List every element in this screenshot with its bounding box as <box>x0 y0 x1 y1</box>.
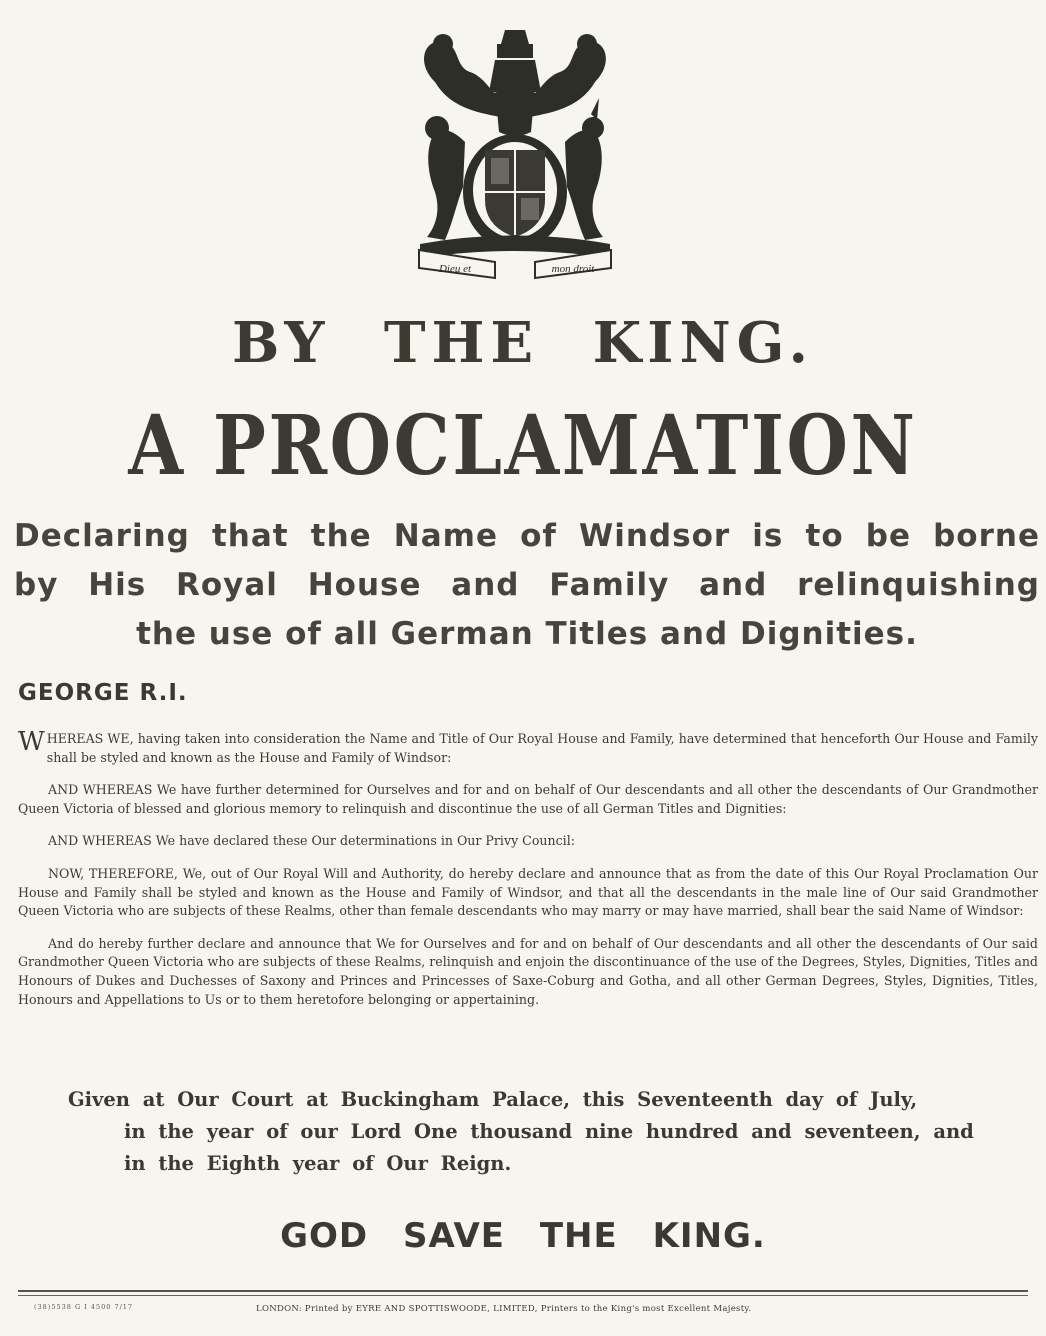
subtitle-line: the use of all German Titles and Dignities. <box>136 616 918 652</box>
body-paragraph: AND WHEREAS We have declared these Our determinations in Our Privy Council: <box>48 833 575 849</box>
drop-cap: W <box>18 727 45 757</box>
motto-left: Dieu et <box>438 263 472 275</box>
god-save-the-king: GOD SAVE THE KING. <box>280 1216 766 1256</box>
royal-coat-of-arms <box>405 22 625 280</box>
body-paragraph <box>18 727 1038 767</box>
subtitle-line: Declaring that the Name of Windsor is to be borne <box>14 518 1040 554</box>
given-line: Given at Our Court at Buckingham Palace, this Seventeenth day of July, <box>68 1088 918 1111</box>
subtitle-line: by His Royal House and Family and relinquishing <box>14 567 1040 603</box>
heading-by-the-king: BY THE KING. <box>232 310 814 376</box>
given-line: in the Eighth year of Our Reign. <box>124 1152 512 1175</box>
footer-rule <box>18 1295 1028 1296</box>
print-code: (38)5538 G I 4500 7/17 <box>34 1303 134 1311</box>
body-paragraph: NOW, THEREFORE, We, out of Our Royal Will and Authority, do hereby declare and announce that as from the date of this Our Royal Proclamation Our House and Family shall be styled and known as the House and Family of Windsor, and that all the descendants in the male line of Our said Grandmother Queen Victoria who are subjects of these Realms, other than female descendants who may marry or may have married, shall bear the said Name of Windsor: <box>18 865 1038 919</box>
given-at-court <box>68 1084 1038 1180</box>
given-line: in the year of our Lord One thousand nine hundred and seventeen, and <box>124 1120 974 1143</box>
proclamation-title: A PROCLAMATION <box>128 398 918 494</box>
royal-signature: GEORGE R.I. <box>18 680 188 706</box>
body-paragraph: AND WHEREAS We have further determined for Ourselves and for and on behalf of Our descendants and all other the descendants of Our Grandmother Queen Victoria of blessed and glorious memory to relinquish and discontinue the use of all German Titles and Dignities: <box>18 782 1038 816</box>
subtitle <box>14 512 1040 659</box>
printer-imprint: LONDON: Printed by EYRE AND SPOTTISWOODE, LIMITED, Printers to the King's most Excellent Majesty. <box>256 1304 752 1314</box>
paragraph-text: HEREAS WE, having taken into consideration the Name and Title of Our Royal House and Family, have determined that henceforth Our House and Family shall be styled and known as the House and Family of Windsor: <box>46 731 1038 765</box>
footer-rule <box>18 1290 1028 1292</box>
body-paragraph: And do hereby further declare and announce that We for Ourselves and for and on behalf of Our descendants and all other the descendants of Our said Grandmother Queen Victoria who are subjects of these Realms, relinquish and enjoin the discontinuance of the use of the Degrees, Styles, Dignities, Titles and Honours of Dukes and Duchesses of Saxony and Princes and Princesses of Saxe-Coburg and Gotha, and all other German Degrees, Styles, Dignities, Titles, Honours and Appellations to Us or to them heretofore belonging or appertaining. <box>18 935 1038 1007</box>
proclamation-body <box>18 727 1038 1023</box>
motto-right: mon droit <box>551 263 595 275</box>
